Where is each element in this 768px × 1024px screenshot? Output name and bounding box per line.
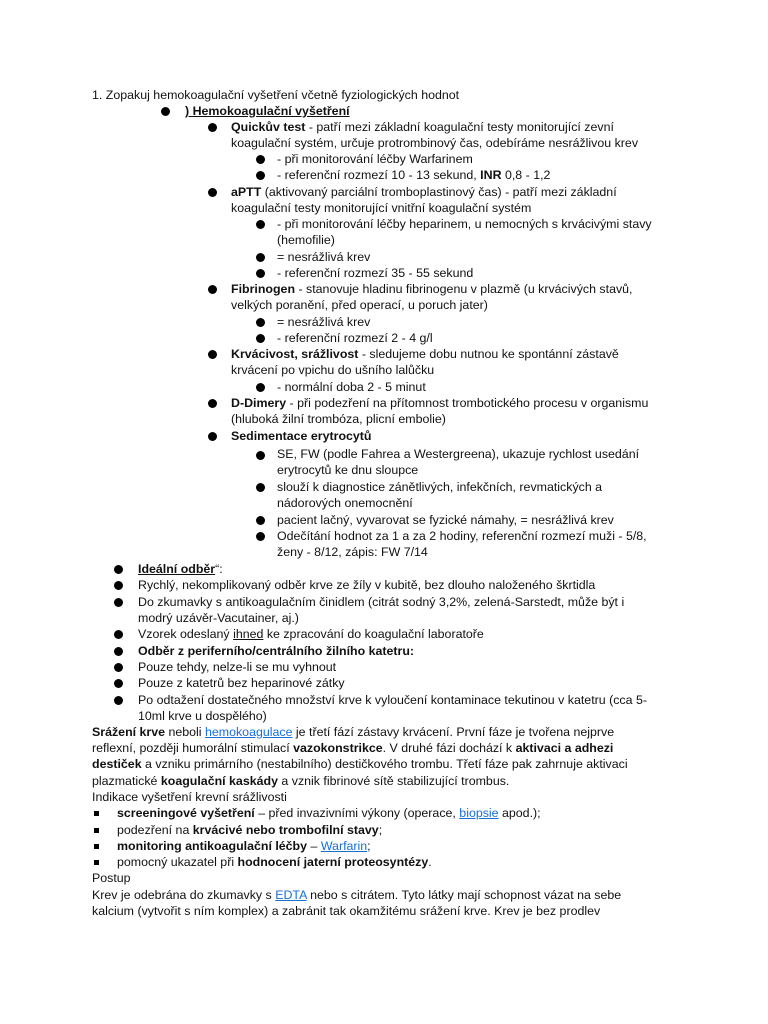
warfarin-link[interactable]: Warfarin xyxy=(320,839,368,853)
bullet xyxy=(256,318,265,327)
fib-sub-1: = nesrážlivá krev xyxy=(277,315,371,329)
indikace-title: Indikace vyšetření krevní srážlivosti xyxy=(92,790,287,804)
krv-line-1: Krvácivost, srážlivost - sledujeme dobu nutnou ke spontánní zástavě xyxy=(231,347,619,361)
bullet xyxy=(114,663,123,672)
paragraph-line-2: reflexní, později humorální stimulací vazokonstrikce. V druhé fázi dochází k aktivaci a adhezi xyxy=(92,741,614,755)
ideal-item-1: Rychlý, nekomplikovaný odběr krve ze žíly v kubitě, bez dlouho naloženého škrtidla xyxy=(138,578,596,592)
aptt-sub-3: - referenční rozmezí 35 - 55 sekund xyxy=(277,266,474,280)
ideal-item-7b: 10ml krve u dospělého) xyxy=(138,709,267,723)
question-heading: 1. Zopakuj hemokoagulační vyšetření včetně fyziologických hodnot xyxy=(92,88,460,102)
aptt-sub-2: = nesrážlivá krev xyxy=(277,250,371,264)
bullet xyxy=(161,107,170,116)
paragraph-line-4: plazmatické koagulační kaskády a vznik fibrinové sítě stabilizující trombus. xyxy=(92,774,510,788)
bullet xyxy=(256,532,265,541)
bullet xyxy=(256,269,265,278)
aptt-sub-1a: - při monitorování léčby heparinem, u nemocných s krvácivými stavy xyxy=(277,217,652,231)
indikace-item-1: screeningové vyšetření – před invazivními výkony (operace, biopsie apod.); xyxy=(117,806,541,820)
krv-sub-1: - normální doba 2 - 5 minut xyxy=(277,380,426,394)
bullet xyxy=(256,155,265,164)
bullet xyxy=(256,253,265,262)
dd-line-1: D-Dimery - při podezření na přítomnost trombotického procesu v organismu xyxy=(231,396,649,410)
bullet xyxy=(256,516,265,525)
sed-sub-3: pacient lačný, vyvarovat se fyzické námahy, = nesrážlivá krev xyxy=(277,513,614,527)
bullet xyxy=(256,220,265,229)
bullet xyxy=(114,630,123,639)
postup-line-2: kalcium (vytvořit s ním komplex) a zabránit tak okamžitému srážení krve. Krev je bez prodlev xyxy=(92,904,601,918)
ideal-item-2b: modrý uzávěr-Vacutainer, aj.) xyxy=(138,611,299,625)
bullet xyxy=(114,581,123,590)
sed-sub-4a: Odečítání hodnot za 1 a za 2 hodiny, referenční rozmezí muži - 5/8, xyxy=(277,529,647,543)
ideal-item-5: Pouze tehdy, nelze-li se mu vyhnout xyxy=(138,660,337,674)
bullet xyxy=(114,647,123,656)
bullet xyxy=(114,598,123,607)
bullet xyxy=(256,171,265,180)
bullet xyxy=(114,696,123,705)
bullet xyxy=(256,483,265,492)
bullet xyxy=(256,334,265,343)
aptt-line-1: aPTT (aktivovaný parciální tromboplastinový čas) - patří mezi základní xyxy=(231,185,617,199)
paragraph-line-3: destiček a vzniku primárního (nestabilního) destičkového trombu. Třetí fáze pak zahrnuje aktivaci xyxy=(92,757,628,771)
bullet xyxy=(208,285,217,294)
bullet xyxy=(256,451,265,460)
fib-line-2: velkých poranění, před operací, u poruch jater) xyxy=(231,298,488,312)
edta-link[interactable]: EDTA xyxy=(275,888,307,902)
ideal-item-4: Odběr z periferního/centrálního žilního katetru: xyxy=(138,644,415,658)
sed-sub-2b: nádorových onemocnění xyxy=(277,496,413,510)
quick-sub-2: - referenční rozmezí 10 - 13 sekund, INR 0,8 - 1,2 xyxy=(277,168,551,182)
dd-line-2: (hluboká žilní trombóza, plicní embolie) xyxy=(231,412,446,426)
bullet xyxy=(114,679,123,688)
ideal-item-2a: Do zkumavky s antikoagulačním činidlem (citrát sodný 3,2%, zelená-Sarstedt, může být i xyxy=(138,595,625,609)
krv-line-2: krvácení po vpichu do ušního lalůčku xyxy=(231,363,435,377)
bullet xyxy=(256,383,265,392)
sed-sub-4b: ženy - 8/12, zápis: FW 7/14 xyxy=(277,545,428,559)
bullet xyxy=(94,811,99,816)
ideal-item-7a: Po odtažení dostatečného množství krve k vyloučení kontaminace tekutinou v katetru (cca 5- xyxy=(138,693,647,707)
sed-sub-1b: erytrocytů ke dnu sloupce xyxy=(277,463,419,477)
bullet xyxy=(208,123,217,132)
biopsie-link[interactable]: biopsie xyxy=(459,806,499,820)
aptt-sub-1b: (hemofilie) xyxy=(277,233,335,247)
fib-line-1: Fibrinogen - stanovuje hladinu fibrinogenu v plazmě (u krvácivých stavů, xyxy=(231,282,633,296)
bullet xyxy=(208,188,217,197)
aptt-line-2: koagulační testy monitorující vnitřní koagulační systém xyxy=(231,201,532,215)
hemokoagulace-link[interactable]: hemokoagulace xyxy=(204,725,293,739)
bullet xyxy=(208,350,217,359)
bullet xyxy=(208,432,217,441)
fib-sub-2: - referenční rozmezí 2 - 4 g/l xyxy=(277,331,433,345)
bullet xyxy=(94,828,99,833)
bullet xyxy=(208,399,217,408)
quick-line-2: koagulační systém, určuje protrombinový čas, odebíráme nesrážlivou krev xyxy=(231,136,639,150)
section-title: ) Hemokoagulační vyšetření xyxy=(185,104,350,118)
bullet xyxy=(114,565,123,574)
bullet xyxy=(94,860,99,865)
indikace-item-2: podezření na krvácivé nebo trombofilní stavy; xyxy=(117,823,383,837)
sed-sub-1a: SE, FW (podle Fahrea a Westergreena), ukazuje rychlost usedání xyxy=(277,447,640,461)
ideal-item-3: Vzorek odeslaný ihned ke zpracování do koagulační laboratoře xyxy=(138,627,484,641)
paragraph-line-1: Srážení krve neboli hemokoagulace je třetí fází zástavy krvácení. První fáze je tvořena nejprve xyxy=(92,725,615,739)
sed-title: Sedimentace erytrocytů xyxy=(231,429,372,443)
quick-sub-1: - při monitorování léčby Warfarinem xyxy=(277,152,473,166)
bullet xyxy=(94,844,99,849)
postup-title: Postup xyxy=(92,871,131,885)
indikace-item-3: monitoring antikoagulační léčby – Warfarin; xyxy=(117,839,371,853)
ideal-title: Ideální odběr“: xyxy=(138,562,223,576)
sed-sub-2a: slouží k diagnostice zánětlivých, infekčních, revmatických a xyxy=(277,480,603,494)
ideal-item-6: Pouze z katetrů bez heparinové zátky xyxy=(138,676,345,690)
indikace-item-4: pomocný ukazatel při hodnocení jaterní proteosyntézy. xyxy=(117,855,432,869)
quick-line-1: Quickův test - patří mezi základní koagulační testy monitorující zevní xyxy=(231,120,614,134)
postup-line-1: Krev je odebrána do zkumavky s EDTA nebo s citrátem. Tyto látky mají schopnost vázat na sebe xyxy=(92,888,622,902)
